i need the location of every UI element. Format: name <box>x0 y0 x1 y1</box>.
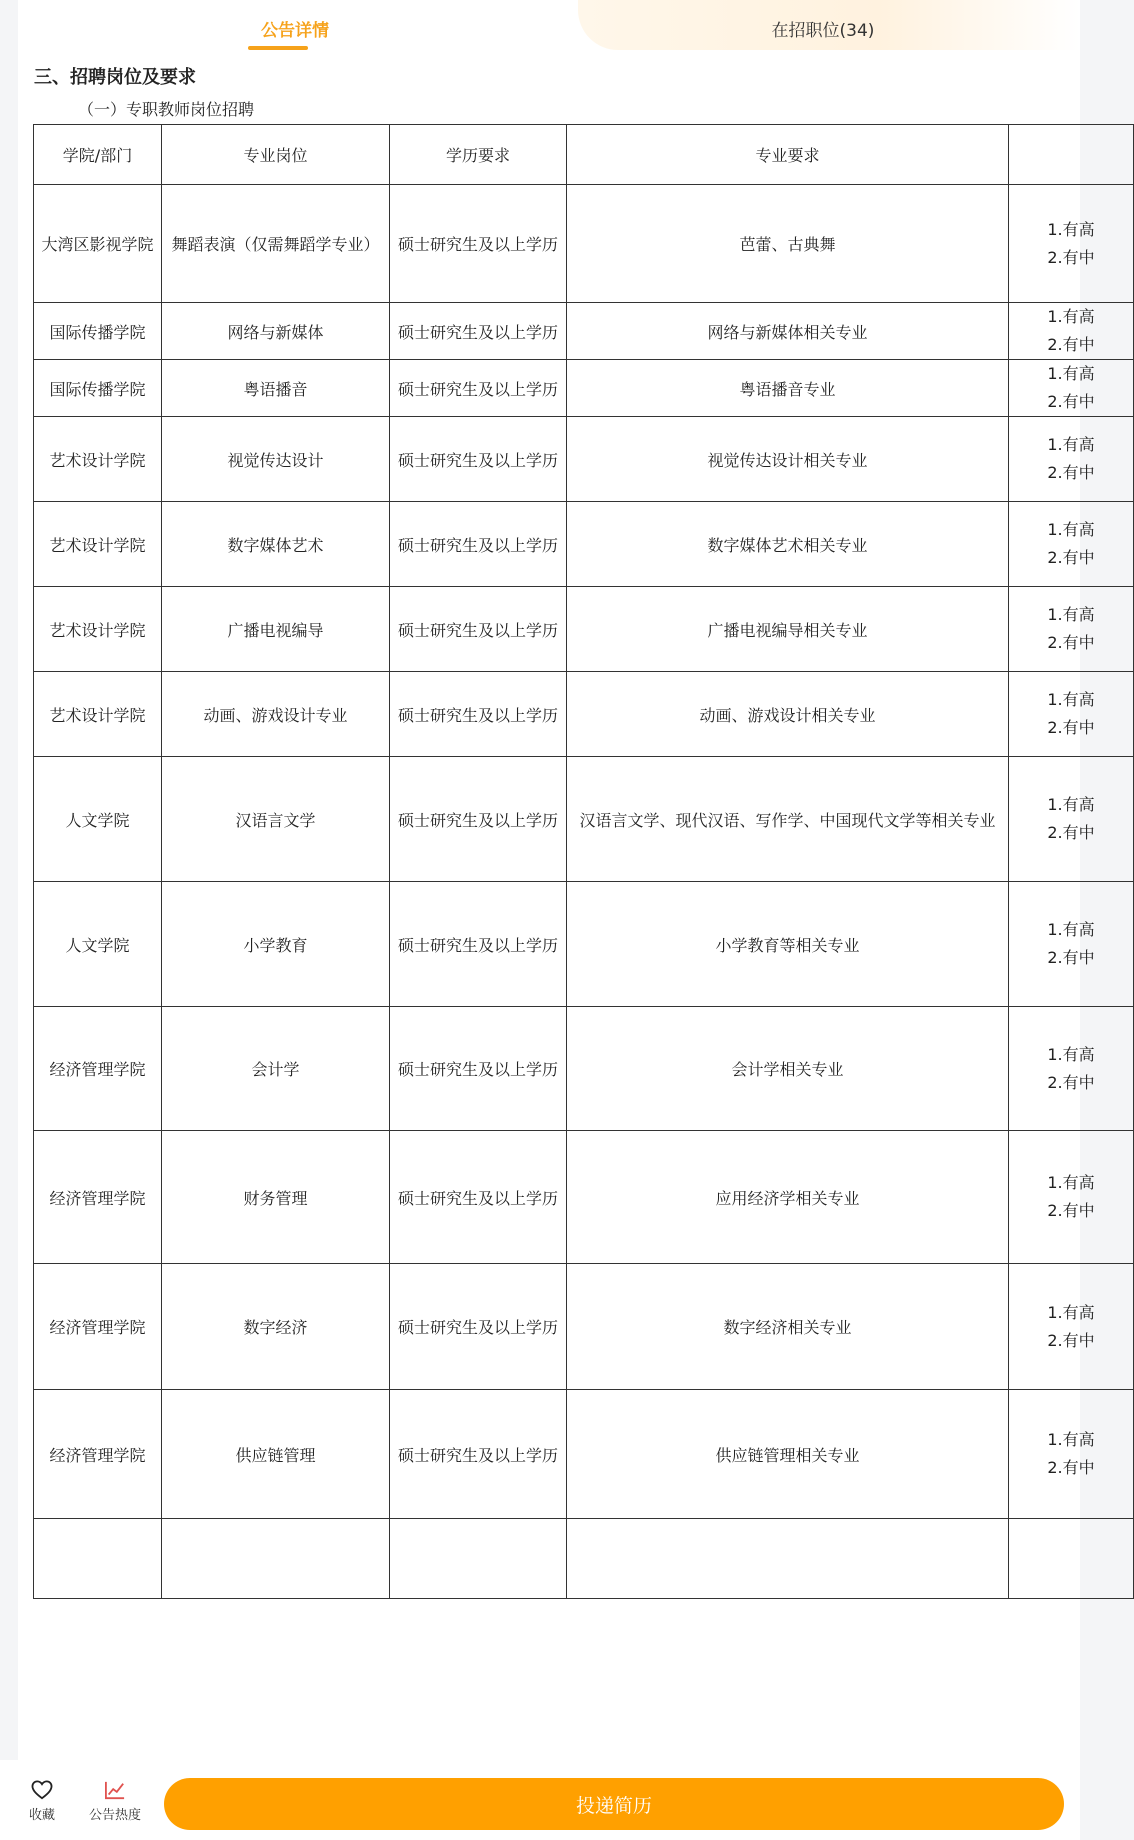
table-row <box>34 882 1134 1007</box>
cell-position: 数字经济 <box>162 1264 390 1390</box>
cell-requirements <box>1009 672 1134 757</box>
requirement-line-2: 2.有中 <box>1047 335 1095 354</box>
submit-resume-button[interactable]: 投递简历 <box>164 1778 1064 1830</box>
cell-requirements <box>1009 360 1134 417</box>
requirement-line-1: 1.有高 <box>1047 1302 1095 1322</box>
heat-label: 公告热度 <box>88 1808 141 1823</box>
table-row <box>34 1390 1134 1519</box>
cell-empty <box>162 1519 390 1599</box>
requirement-line-2: 2.有中 <box>1047 718 1095 737</box>
cell-position: 动画、游戏设计专业 <box>162 672 390 757</box>
heart-icon <box>31 1780 53 1800</box>
cell-position: 广播电视编导 <box>162 587 390 672</box>
tab-bar <box>18 0 1080 56</box>
cell-position: 粤语播音 <box>162 360 390 417</box>
requirement-line-2: 2.有中 <box>1047 1072 1095 1092</box>
requirement-line-1: 1.有高 <box>1047 690 1095 709</box>
cell-college: 国际传播学院 <box>34 303 162 360</box>
requirement-line-1: 1.有高 <box>1047 364 1095 383</box>
cell-major: 芭蕾、古典舞 <box>567 185 1009 303</box>
cell-major: 小学教育等相关专业 <box>567 882 1009 1007</box>
cell-education: 硕士研究生及以上学历 <box>390 502 567 587</box>
cell-education: 硕士研究生及以上学历 <box>390 757 567 882</box>
cell-position: 网络与新媒体 <box>162 303 390 360</box>
bottom-action-bar <box>0 1760 1080 1840</box>
cell-major: 应用经济学相关专业 <box>567 1131 1009 1264</box>
table-row <box>34 185 1134 303</box>
requirement-line-2: 2.有中 <box>1047 1458 1095 1477</box>
cell-major: 视觉传达设计相关专业 <box>567 417 1009 502</box>
cell-requirements <box>1009 587 1134 672</box>
requirement-line-1: 1.有高 <box>1047 1044 1095 1064</box>
cell-education: 硕士研究生及以上学历 <box>390 1390 567 1519</box>
requirement-line-1: 1.有高 <box>1047 1173 1095 1192</box>
tab-open-positions[interactable]: 在招职位(34) <box>771 21 875 41</box>
cell-education: 硕士研究生及以上学历 <box>390 360 567 417</box>
cell-college: 人文学院 <box>34 882 162 1007</box>
requirement-line-1: 1.有高 <box>1047 435 1095 454</box>
table-row <box>34 1131 1134 1264</box>
cell-education: 硕士研究生及以上学历 <box>390 672 567 757</box>
cell-position: 数字媒体艺术 <box>162 502 390 587</box>
cell-college: 艺术设计学院 <box>34 672 162 757</box>
cell-education: 硕士研究生及以上学历 <box>390 303 567 360</box>
cell-college: 人文学院 <box>34 757 162 882</box>
cell-college: 艺术设计学院 <box>34 587 162 672</box>
table-row <box>34 1264 1134 1390</box>
cell-requirements <box>1009 185 1134 303</box>
cell-college: 艺术设计学院 <box>34 417 162 502</box>
cell-requirements <box>1009 417 1134 502</box>
cell-empty <box>567 1519 1009 1599</box>
active-tab-indicator <box>248 46 308 50</box>
requirement-line-2: 2.有中 <box>1047 948 1095 967</box>
requirement-line-1: 1.有高 <box>1047 605 1095 624</box>
requirement-line-1: 1.有高 <box>1047 307 1095 326</box>
positions-table-container[interactable] <box>33 124 1095 1764</box>
table-row <box>34 417 1134 502</box>
announcement-card <box>18 0 1095 1760</box>
requirement-line-1: 1.有高 <box>1047 520 1095 539</box>
column-header-requirements <box>1009 125 1134 185</box>
cell-position: 供应链管理 <box>162 1390 390 1519</box>
cell-college: 艺术设计学院 <box>34 502 162 587</box>
table-header-row <box>34 125 1134 185</box>
table-row <box>34 360 1134 417</box>
subsection-title: （一）专职教师岗位招聘 <box>78 100 255 119</box>
favorite-label: 收藏 <box>28 1808 55 1823</box>
cell-position: 视觉传达设计 <box>162 417 390 502</box>
positions-table <box>33 124 1134 1599</box>
cell-major: 网络与新媒体相关专业 <box>567 303 1009 360</box>
cell-position: 舞蹈表演（仅需舞蹈学专业） <box>162 185 390 303</box>
cell-major: 动画、游戏设计相关专业 <box>567 672 1009 757</box>
cell-college: 国际传播学院 <box>34 360 162 417</box>
requirement-line-1: 1.有高 <box>1047 795 1095 814</box>
cell-requirements <box>1009 1264 1134 1390</box>
column-header-college: 学院/部门 <box>34 125 162 185</box>
cell-college: 经济管理学院 <box>34 1390 162 1519</box>
table-row <box>34 1007 1134 1131</box>
table-row <box>34 502 1134 587</box>
requirement-line-2: 2.有中 <box>1047 463 1095 482</box>
cell-major: 供应链管理相关专业 <box>567 1390 1009 1519</box>
cell-major: 粤语播音专业 <box>567 360 1009 417</box>
column-header-education: 学历要求 <box>390 125 567 185</box>
section-title: 三、招聘岗位及要求 <box>34 67 196 88</box>
cell-requirements <box>1009 502 1134 587</box>
cell-empty <box>34 1519 162 1599</box>
cell-requirements <box>1009 303 1134 360</box>
table-row <box>34 587 1134 672</box>
cell-requirements <box>1009 882 1134 1007</box>
cell-education: 硕士研究生及以上学历 <box>390 1131 567 1264</box>
requirement-line-2: 2.有中 <box>1047 1201 1095 1220</box>
trend-chart-icon <box>104 1780 126 1800</box>
favorite-button[interactable] <box>22 1780 62 1823</box>
cell-education: 硕士研究生及以上学历 <box>390 1007 567 1131</box>
requirement-line-2: 2.有中 <box>1047 1330 1095 1350</box>
cell-education: 硕士研究生及以上学历 <box>390 882 567 1007</box>
requirement-line-1: 1.有高 <box>1047 1430 1095 1449</box>
column-header-major: 专业要求 <box>567 125 1009 185</box>
cell-college: 大湾区影视学院 <box>34 185 162 303</box>
tab-announcement-detail[interactable]: 公告详情 <box>261 21 329 41</box>
requirement-line-1: 1.有高 <box>1047 920 1095 939</box>
cell-empty <box>1009 1519 1134 1599</box>
table-row <box>34 1519 1134 1599</box>
table-row <box>34 303 1134 360</box>
cell-requirements <box>1009 1390 1134 1519</box>
cell-college: 经济管理学院 <box>34 1264 162 1390</box>
cell-position: 汉语言文学 <box>162 757 390 882</box>
cell-education: 硕士研究生及以上学历 <box>390 185 567 303</box>
cell-requirements <box>1009 1007 1134 1131</box>
requirement-line-2: 2.有中 <box>1047 247 1095 267</box>
cell-college: 经济管理学院 <box>34 1131 162 1264</box>
announcement-heat-button[interactable] <box>82 1780 148 1823</box>
requirement-line-1: 1.有高 <box>1047 219 1095 239</box>
cell-position: 会计学 <box>162 1007 390 1131</box>
cell-empty <box>390 1519 567 1599</box>
requirement-line-2: 2.有中 <box>1047 548 1095 567</box>
requirement-line-2: 2.有中 <box>1047 392 1095 411</box>
requirement-line-2: 2.有中 <box>1047 823 1095 842</box>
table-row <box>34 757 1134 882</box>
cell-major: 数字经济相关专业 <box>567 1264 1009 1390</box>
table-row <box>34 672 1134 757</box>
requirement-line-2: 2.有中 <box>1047 633 1095 652</box>
cell-major: 数字媒体艺术相关专业 <box>567 502 1009 587</box>
column-header-position: 专业岗位 <box>162 125 390 185</box>
cell-education: 硕士研究生及以上学历 <box>390 417 567 502</box>
cell-position: 小学教育 <box>162 882 390 1007</box>
cell-major: 广播电视编导相关专业 <box>567 587 1009 672</box>
cell-position: 财务管理 <box>162 1131 390 1264</box>
cell-requirements <box>1009 1131 1134 1264</box>
cell-requirements <box>1009 757 1134 882</box>
cell-major: 会计学相关专业 <box>567 1007 1009 1131</box>
cell-college: 经济管理学院 <box>34 1007 162 1131</box>
cell-education: 硕士研究生及以上学历 <box>390 1264 567 1390</box>
cell-major: 汉语言文学、现代汉语、写作学、中国现代文学等相关专业 <box>567 757 1009 882</box>
cell-education: 硕士研究生及以上学历 <box>390 587 567 672</box>
